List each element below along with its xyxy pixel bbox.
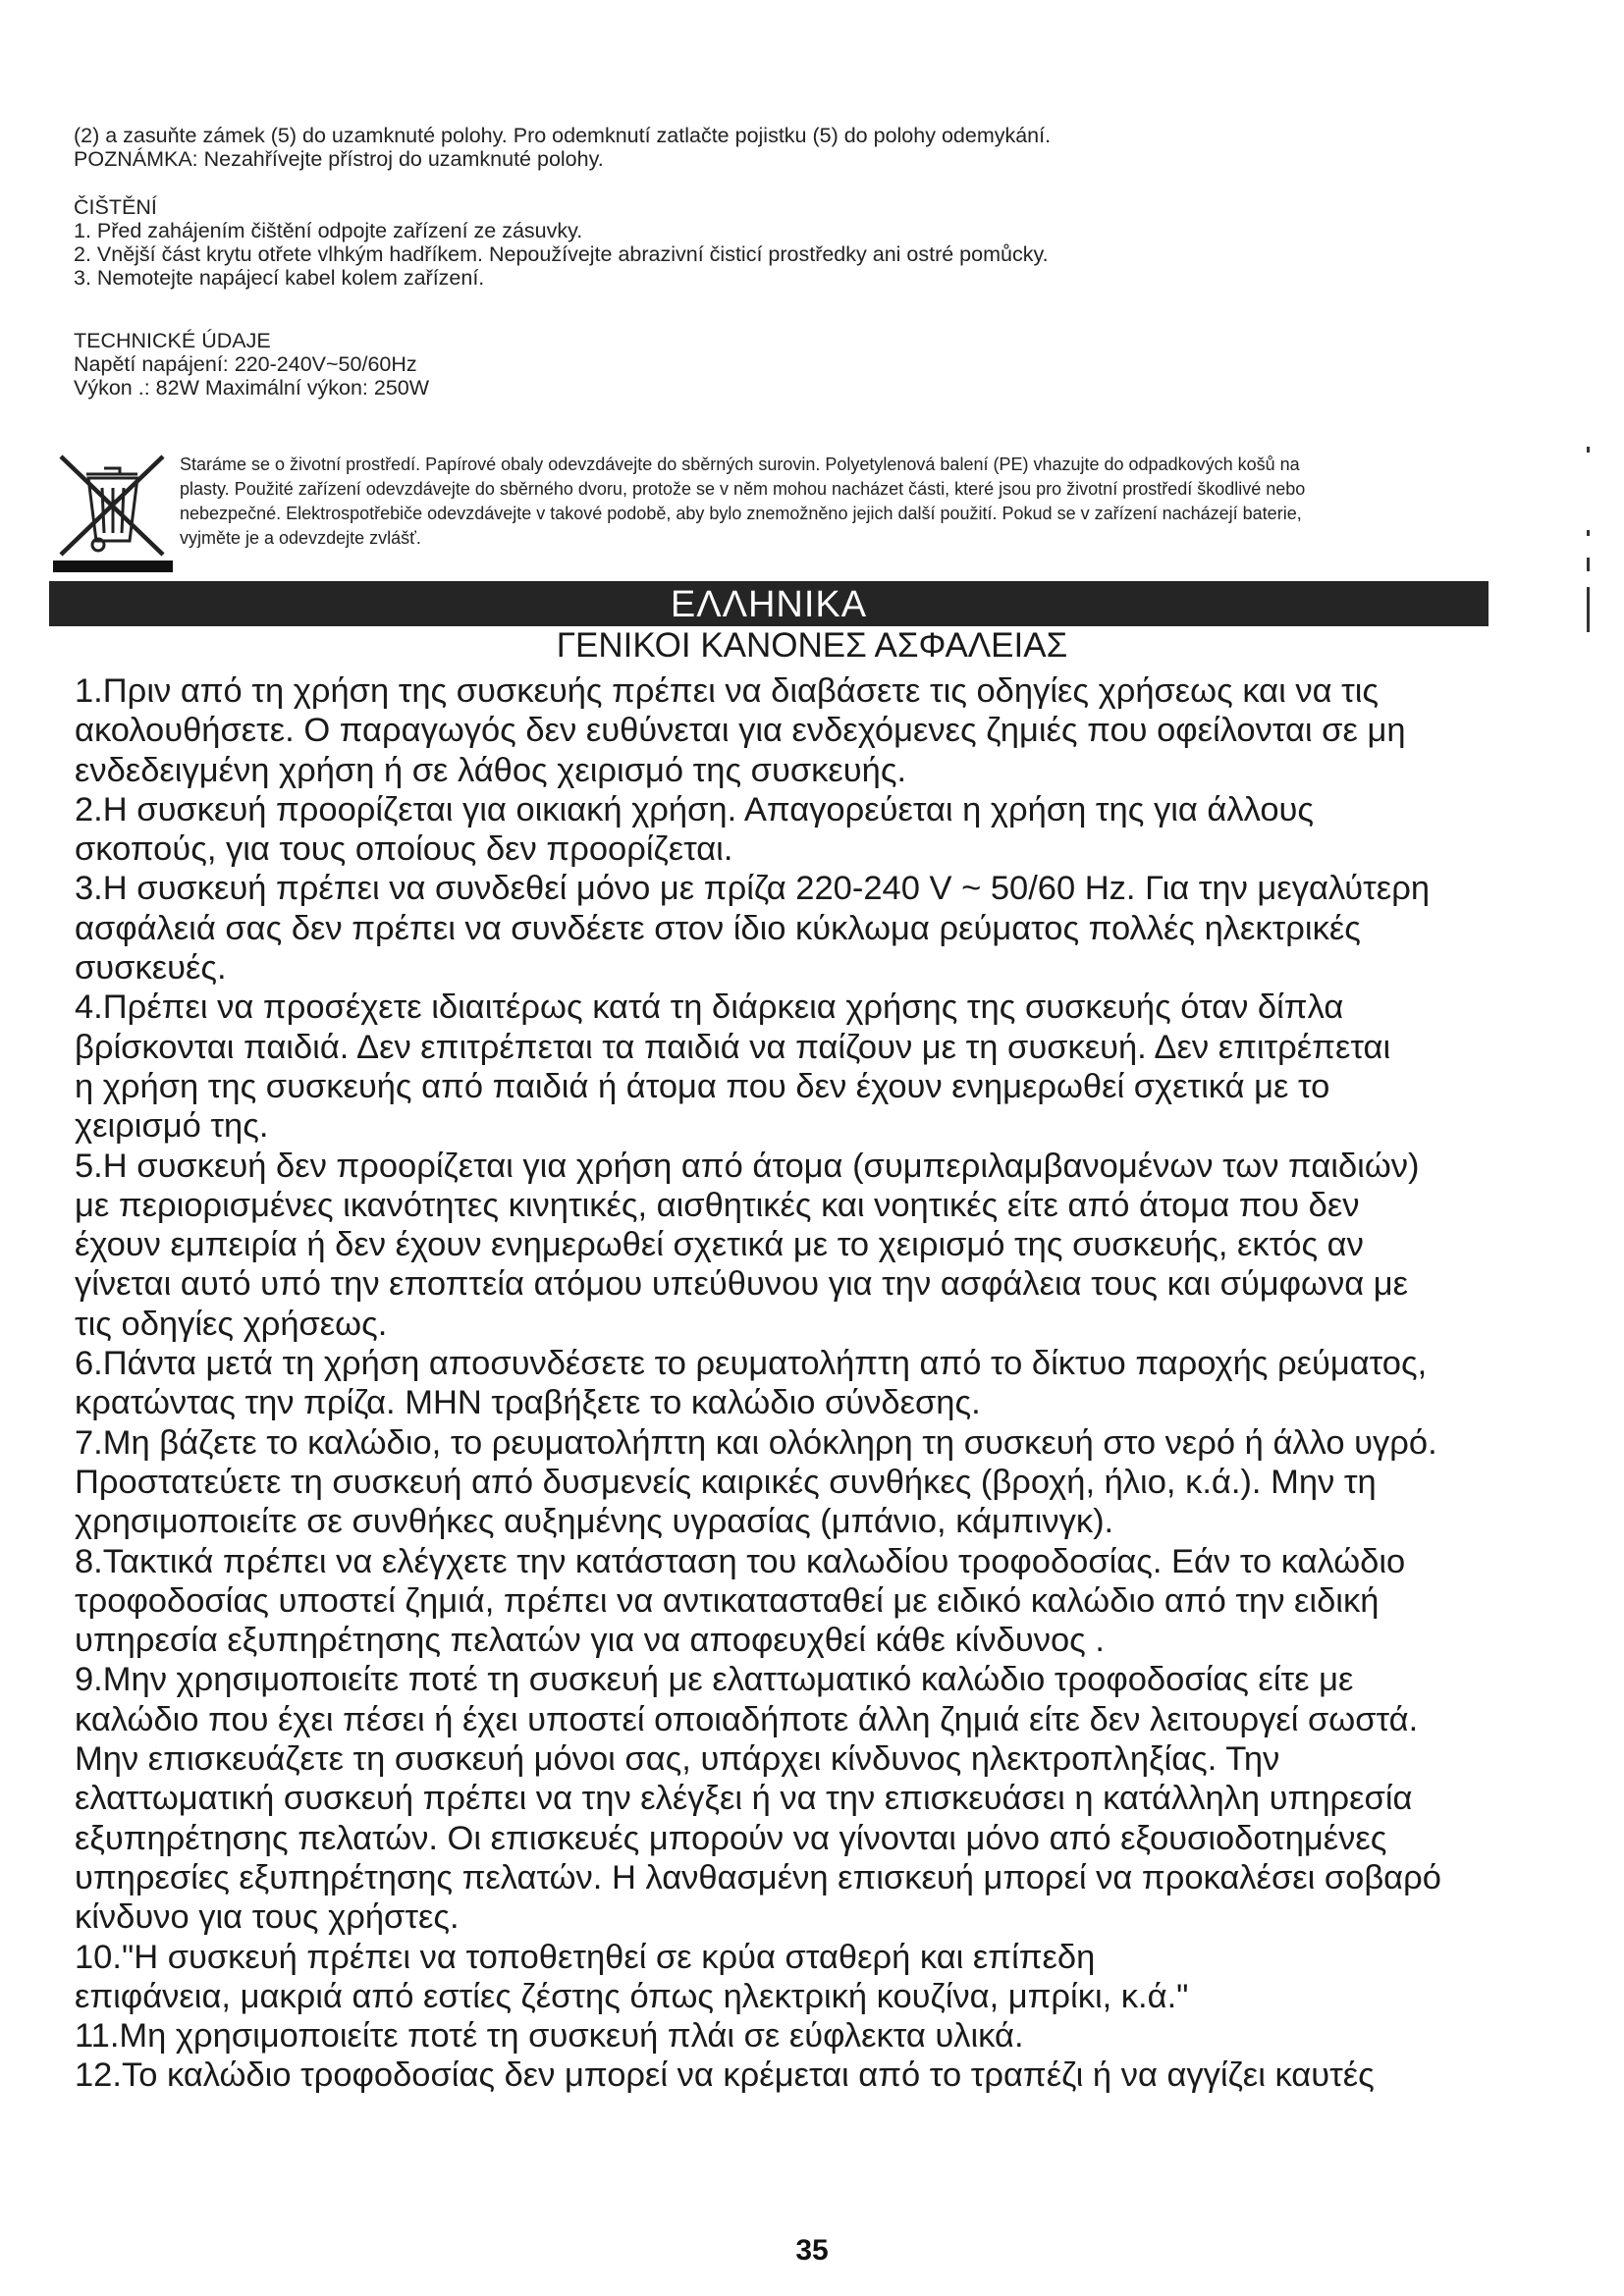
greek-line: Προστατεύετε τη συσκευή από δυσμενείς καιρικές συνθήκες (βροχή, ήλιο, κ.ά.). Μην τη — [75, 1463, 1377, 1501]
greek-line: υπηρεσίες εξυπηρέτησης πελατών. Η λανθασμένη επισκευή μπορεί να προκαλέσει σοβαρό — [75, 1858, 1441, 1896]
greek-line: τροφοδοσίας υποστεί ζημιά, πρέπει να αντικατασταθεί με ειδικό καλώδιο από την ειδική — [75, 1581, 1380, 1620]
greek-line: σκοπούς, για τους οποίους δεν προορίζεται. — [75, 830, 733, 869]
greek-line: χειρισμό της. — [75, 1107, 269, 1146]
margin-mark — [1587, 530, 1590, 536]
tech-item: Napětí napájení: 220-240V~50/60Hz — [74, 352, 417, 376]
cleaning-heading: ČIŠTĚNÍ — [74, 195, 157, 219]
greek-line: 4.Πρέπει να προσέχετε ιδιαιτέρως κατά τη διάρκεια χρήσης της συσκευής όταν δίπλα — [75, 988, 1344, 1027]
greek-line: 7.Μη βάζετε το καλώδιο, το ρευματολήπτη και ολόκληρη τη συσκευή στο νερό ή άλλο υγρό. — [75, 1423, 1437, 1462]
crossed-bin-icon — [47, 447, 177, 574]
greek-line: συσκευές. — [75, 949, 227, 988]
greek-line: 5.Η συσκευή δεν προορίζεται για χρήση από άτομα (συμπεριλαμβανομένων των παιδιών) — [75, 1147, 1420, 1185]
greek-line: 1.Πριν από τη χρήση της συσκευής πρέπει να διαβάσετε τις οδηγίες χρήσεως και να τις — [75, 672, 1380, 710]
tech-heading: TECHNICKÉ ÚDAJE — [74, 329, 271, 352]
greek-line: 2.Η συσκευή προορίζεται για οικιακή χρήση. Απαγορεύεται η χρήση της για άλλους — [75, 790, 1314, 828]
greek-line: Μην επισκευάζετε τη συσκευή μόνοι σας, υπάρχει κίνδυνος ηλεκτροπληξίας. Την — [75, 1740, 1280, 1779]
cleaning-item: 3. Nemotejte napájecí kabel kolem zařízení. — [74, 266, 485, 290]
page-number: 35 — [795, 2234, 829, 2267]
greek-line: με περιορισμένες ικανότητες κινητικές, αισθητικές και νοητικές είτε από άτομα που δεν — [75, 1186, 1360, 1224]
greek-safety-text — [75, 671, 1567, 2096]
weee-line: nebezpečné. Elektrospotřebiče odevzdávejte v takové podobě, aby bylo znemožněno jejich další použití. Pokud se v zařízení nacházejí baterie, — [180, 504, 1302, 523]
greek-line: τις οδηγίες χρήσεως. — [75, 1305, 388, 1343]
margin-mark — [1587, 558, 1590, 571]
cleaning-item: 2. Vnější část krytu otřete vlhkým hadříkem. Nepoužívejte abrazivní čisticí prostředky ani ostré pomůcky. — [74, 242, 1049, 266]
greek-line: χρησιμοποιείτε σε συνθήκες αυξημένης υγρασίας (μπάνιο, κάμπινγκ). — [75, 1503, 1114, 1541]
language-bar — [49, 581, 1489, 626]
greek-line: 8.Τακτικά πρέπει να ελέγχετε την κατάσταση του καλωδίου τροφοδοσίας. Εάν το καλώδιο — [75, 1542, 1406, 1580]
czech-section — [74, 124, 1527, 400]
greek-line: κρατώντας την πρίζα. ΜΗΝ τραβήξετε το καλώδιο σύνδεσης. — [75, 1384, 981, 1422]
greek-line: γίνεται αυτό υπό την εποπτεία ατόμου υπεύθυνου για την ασφάλεια τους και σύμφωνα με — [75, 1265, 1409, 1304]
cleaning-item: 1. Před zahájením čištění odpojte zařízení ze zásuvky. — [74, 219, 583, 242]
greek-line: έχουν εμπειρία ή δεν έχουν ενημερωθεί σχετικά με το χειρισμό της συσκευής, εκτός αν — [75, 1226, 1364, 1264]
greek-line: 6.Πάντα μετά τη χρήση αποσυνδέσετε το ρευματολήπτη από το δίκτυο παροχής ρεύματος, — [75, 1345, 1428, 1383]
greek-line: εξυπηρέτησης πελατών. Οι επισκευές μπορούν να γίνονται μόνο από εξουσιοδοτημένες — [75, 1819, 1387, 1857]
greek-line: βρίσκονται παιδιά. Δεν επιτρέπεται τα παιδιά να παίζουν με τη συσκευή. Δεν επιτρέπεται — [75, 1028, 1391, 1066]
greek-line: ελαττωματική συσκευή πρέπει να την ελέγξει ή να την επισκευάσει η κατάλληλη υπηρεσία — [75, 1780, 1413, 1818]
czech-line: POZNÁMKA: Nezahřívejte přístroj do uzamknuté polohy. — [74, 147, 604, 171]
greek-line: υπηρεσία εξυπηρέτησης πελατών για να αποφευχθεί κάθε κίνδυνος . — [75, 1622, 1105, 1660]
greek-line: ενδεδειγμένη χρήση ή σε λάθος χειρισμό της συσκευής. — [75, 751, 907, 789]
greek-line: 12.Το καλώδιο τροφοδοσίας δεν μπορεί να κρέμεται από το τραπέζι ή να αγγίζει καυτές — [75, 2056, 1375, 2095]
margin-mark — [1587, 447, 1590, 453]
weee-line: vyjměte je a odevzdejte zvlášť. — [180, 528, 421, 548]
czech-line: (2) a zasuňte zámek (5) do uzamknuté polohy. Pro odemknutí zatlačte pojistku (5) do polohy odemykání. — [74, 124, 1052, 147]
greek-line: 9.Μην χρησιμοποιείτε ποτέ τη συσκευή με ελαττωματικό καλώδιο τροφοδοσίας είτε με — [75, 1661, 1354, 1699]
greek-line: επιφάνεια, μακριά από εστίες ζέστης όπως ηλεκτρική κουζίνα, μπρίκι, κ.ά." — [75, 1977, 1189, 2015]
weee-line: plasty. Použité zařízení odevzdávejte do sběrného dvoru, protože se v něm mohou nacházet části, které jsou pro životní prostředí škodlivé nebo — [180, 479, 1306, 499]
greek-line: κίνδυνο για τους χρήστες. — [75, 1898, 460, 1937]
greek-line: 10."Η συσκευή πρέπει να τοποθετηθεί σε κρύα σταθερή και επίπεδη — [75, 1938, 1096, 1976]
weee-notice — [47, 447, 1559, 574]
tech-item: Výkon .: 82W Maximální výkon: 250W — [74, 376, 430, 400]
greek-line: 3.Η συσκευή πρέπει να συνδεθεί μόνο με πρίζα 220-240 V ~ 50/60 Hz. Για την μεγαλύτερη — [75, 870, 1430, 908]
greek-line: 11.Μη χρησιμοποιείτε ποτέ τη συσκευή πλάι σε εύφλεκτα υλικά. — [75, 2017, 1024, 2056]
greek-line: καλώδιο που έχει πέσει ή έχει υποστεί οποιαδήποτε άλλη ζημιά είτε δεν λειτουργεί σωστά. — [75, 1700, 1419, 1738]
weee-line: Staráme se o životní prostředí. Papírové obaly odevzdávejte do sběrných surovin. Polyetylenová balení (PE) vhazujte do odpadkových košů na — [180, 454, 1300, 474]
greek-section-title: ΓΕΝΙΚΟΙ ΚΑΝΟΝΕΣ ΑΣΦΑΛΕΙΑΣ — [556, 626, 1068, 665]
greek-line: ακολουθήσετε. Ο παραγωγός δεν ευθύνεται για ενδεχόμενες ζημιές που οφείλονται σε μη — [75, 712, 1406, 750]
greek-line: η χρήση της συσκευής από παιδιά ή άτομα που δεν έχουν ενημερωθεί σχετικά με το — [75, 1067, 1330, 1105]
greek-line: ασφάλειά σας δεν πρέπει να συνδέετε στον ίδιο κύκλωμα ρεύματος πολλές ηλεκτρικές — [75, 909, 1361, 947]
language-label: ΕΛΛΗΝΙΚΑ — [670, 584, 868, 625]
